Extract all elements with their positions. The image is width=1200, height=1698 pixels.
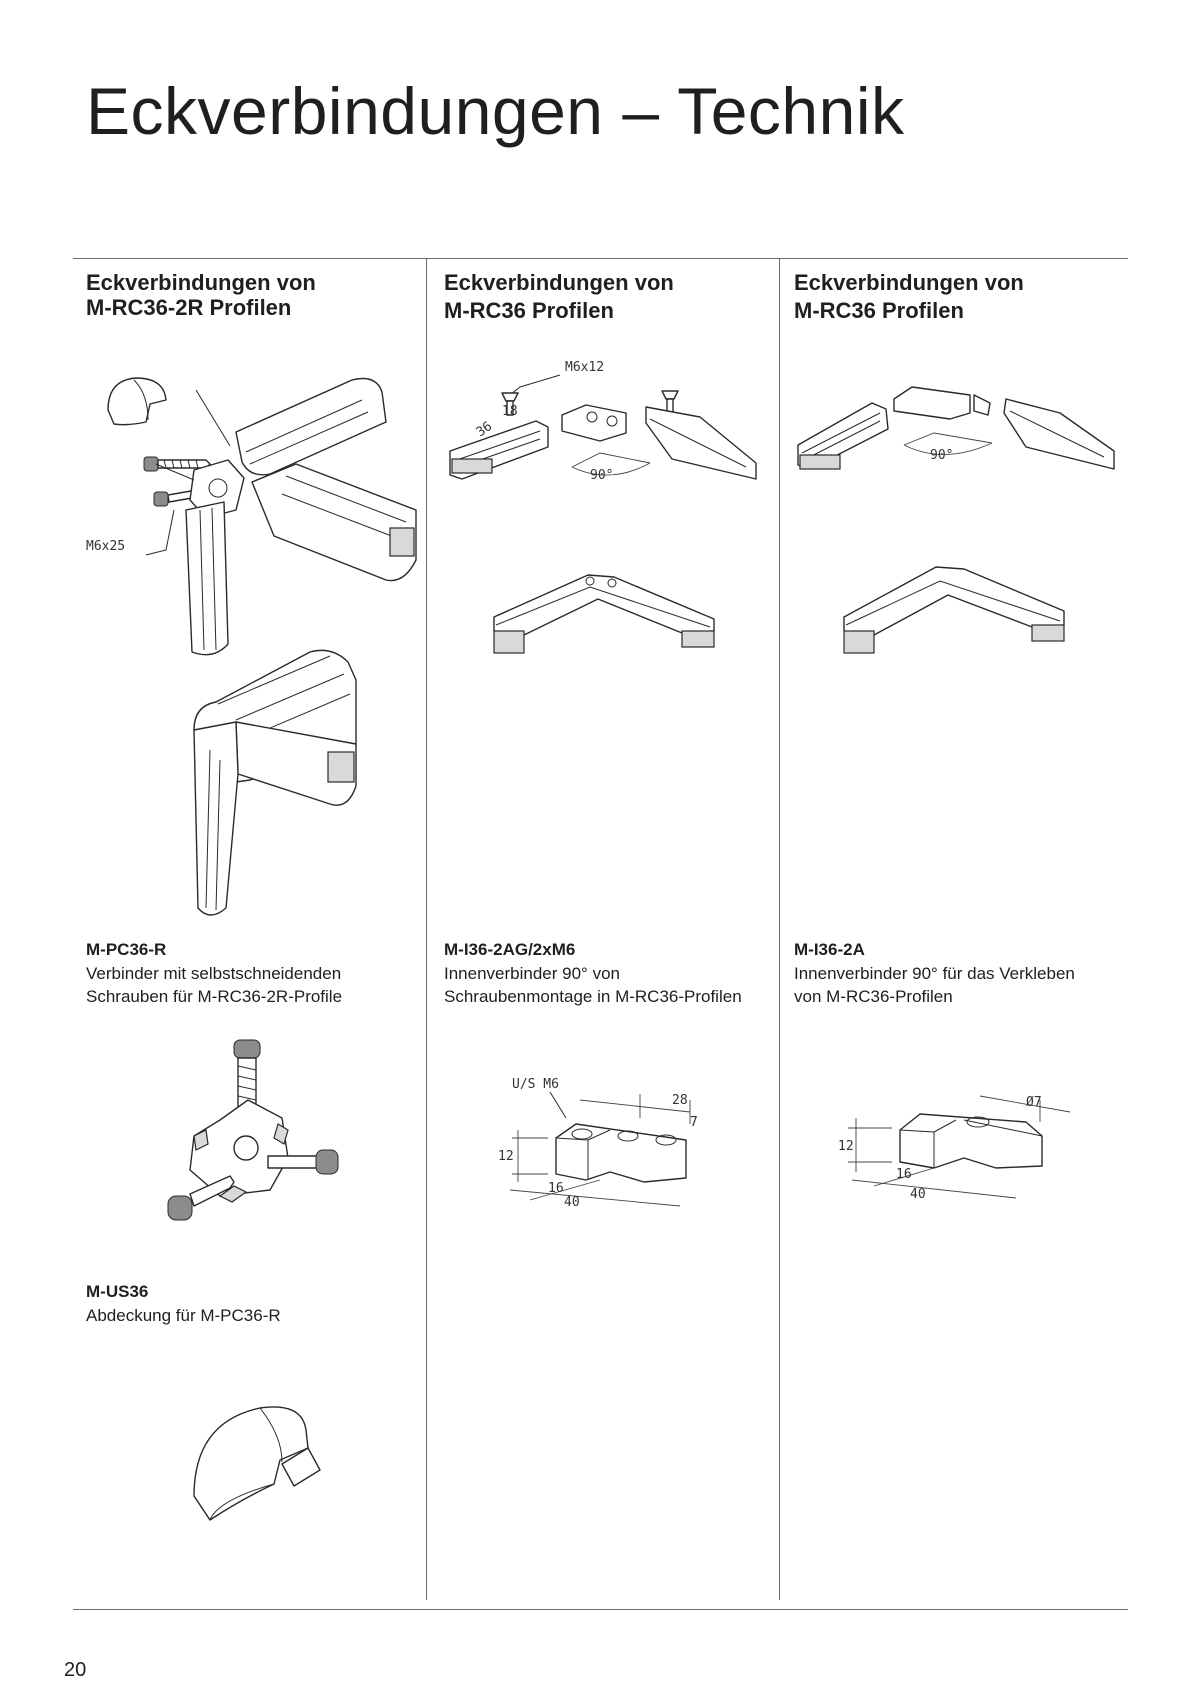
svg-text:16: 16 (548, 1181, 564, 1196)
product-caption: M-US36 Abdeckung für M-PC36-R (86, 1282, 281, 1325)
svg-text:M6x25: M6x25 (86, 539, 126, 554)
svg-text:18: 18 (502, 404, 518, 419)
exploded-inner-connector-screw-illustration (440, 355, 770, 515)
exploded-inner-connector-glue-illustration (794, 365, 1124, 495)
product-caption: M-PC36-R Verbinder mit selbstschneidenden Schrauben für M-RC36-2R-Profile (86, 940, 343, 1006)
column-divider-1 (426, 258, 427, 1600)
glued-connector-dimension-drawing (830, 1070, 1070, 1210)
product-caption: M-I36-2AG/2xM6 Innenverbinder 90° von Schraubenmontage in M-RC36-Profilen (444, 940, 742, 1006)
assembled-corner-illustration (180, 650, 370, 920)
bottom-divider (73, 1609, 1128, 1610)
page-number: 20 (64, 1659, 87, 1681)
exploded-corner-connector-illustration (86, 360, 426, 660)
tri-connector-illustration (160, 1040, 360, 1230)
column-3-heading: Eckverbindungen von M-RC36 Profilen (794, 270, 1024, 323)
svg-text:M6x12: M6x12 (565, 360, 605, 375)
svg-text:16: 16 (896, 1167, 912, 1182)
product-caption: M-I36-2A Innenverbinder 90° für das Verkleben von M-RC36-Profilen (794, 940, 1075, 1006)
svg-text:90°: 90° (930, 448, 954, 463)
svg-text:90°: 90° (590, 468, 614, 483)
svg-text:36: 36 (473, 419, 496, 441)
svg-text:28: 28 (672, 1093, 688, 1108)
inner-connector-dimension-drawing (490, 1070, 730, 1210)
svg-text:40: 40 (564, 1195, 580, 1210)
column-divider-2 (779, 258, 780, 1600)
svg-text:12: 12 (498, 1149, 514, 1164)
assembled-inner-connector-illustration (490, 565, 720, 665)
top-divider (73, 258, 1128, 259)
svg-text:U/S M6: U/S M6 (512, 1077, 559, 1092)
column-1-heading: Eckverbindungen von M-RC36-2R Profilen (86, 270, 316, 320)
assembled-glued-connector-illustration (840, 565, 1070, 665)
end-cap-illustration (190, 1400, 340, 1540)
svg-text:Ø7: Ø7 (1026, 1095, 1042, 1110)
svg-text:12: 12 (838, 1139, 854, 1154)
page-title: Eckverbindungen – Technik (86, 74, 905, 148)
svg-text:7: 7 (690, 1115, 698, 1130)
svg-text:40: 40 (910, 1187, 926, 1202)
column-2-heading: Eckverbindungen von M-RC36 Profilen (444, 270, 674, 323)
